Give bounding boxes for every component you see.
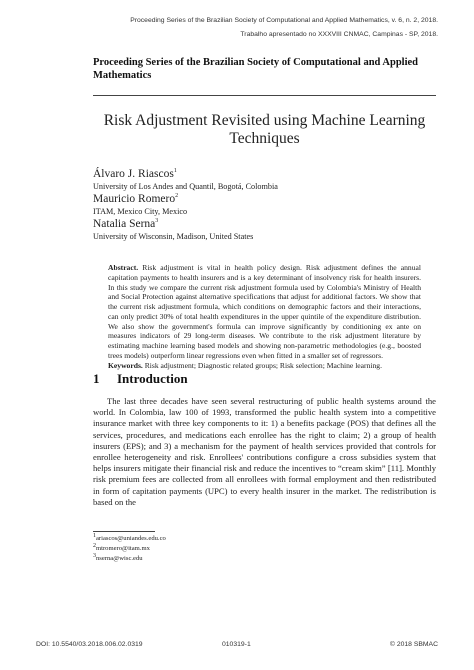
footer-doi: DOI: 10.5540/03.2018.006.02.0319 bbox=[36, 641, 143, 648]
keywords-label: Keywords. bbox=[108, 360, 143, 370]
paper-title: Risk Adjustment Revisited using Machine Learning Techniques bbox=[103, 112, 426, 147]
author-affiliation: University of Los Andes and Quantil, Bogotá, Colombia bbox=[93, 182, 278, 191]
footnote-divider bbox=[93, 531, 155, 532]
running-head bbox=[38, 14, 438, 42]
running-head-line1: Proceeding Series of the Brazilian Society of Computational and Applied Mathematics, v. 6, n. 2, 2018. bbox=[130, 17, 438, 24]
author-block bbox=[93, 168, 436, 243]
author-affiliation: University of Wisconsin, Madison, United States bbox=[93, 232, 254, 241]
section-title: Introduction bbox=[117, 371, 188, 386]
author-name: Natalia Serna$^3$ bbox=[93, 218, 159, 230]
footer-page-id: 010319-1 bbox=[222, 641, 251, 648]
footnote: $^3$nserna@wisc.edu bbox=[93, 552, 143, 562]
abstract-label: Abstract. bbox=[108, 263, 139, 272]
running-head-line2: Trabalho apresentado no XXXVIII CNMAC, Campinas - SP, 2018. bbox=[240, 31, 438, 38]
author-name: Mauricio Romero$^2$ bbox=[93, 193, 179, 205]
header-divider bbox=[93, 95, 436, 96]
author-name: Álvaro J. Riascos$^1$ bbox=[93, 168, 177, 180]
section-heading bbox=[93, 371, 188, 387]
footer-copyright: © 2018 SBMAC bbox=[389, 641, 438, 648]
intro-paragraph: The last three decades have seen several restructuring of public health systems around the world. In Colombia, law 100 of 1993, transformed the public health system into a competitive insurance market with three key components to it: 1) a benefits package (POS) that defines all the services, procedures, and medications each enrollee has the right to claim; 2) a group of health insurers (EPS); and 3) a mechanism for the payment of health services provided that controls for enrollee heterogeneity and risk. Enrollees' contributions configure a cross subsidies system that helps insurers mitigate their financial risk and reduce the incentives to “cream skim” [11]. Monthly risk premium fees are collected from all enrollees with formal employment and then redistributed in form of capitation payments (UPC) to every health insurer in the market. The redistribution is based on the bbox=[93, 396, 436, 507]
section-number: 1 bbox=[93, 371, 100, 386]
keywords-text: Risk adjustment; Diagnostic related groups; Risk selection; Machine learning. bbox=[144, 360, 382, 370]
abstract bbox=[108, 263, 421, 370]
footnote: $^1$ariascos@uniandes.edu.co bbox=[93, 532, 166, 542]
footnotes bbox=[93, 534, 393, 564]
author-affiliation: ITAM, Mexico City, Mexico bbox=[93, 207, 188, 216]
keywords bbox=[108, 361, 421, 371]
abstract-body bbox=[108, 263, 421, 361]
series-title: Proceeding Series of the Brazilian Society of Computational and Applied Mathematics bbox=[93, 57, 419, 81]
footnote: $^2$mtromero@itam.mx bbox=[93, 542, 150, 552]
abstract-text: Risk adjustment is vital in health policy design. Risk adjustment defines the annual capitation payments to health insurers and is a key determinant of insolvency risk for health insurers. In this study we compare the current risk adjustment formula used by Colombia's Ministry of Health and Social Protection against alternative specifications that adjust for additional factors. We show that the current risk adjustment formula, which conditions on demographic factors and their interactions, can only predict 30% of total health expenditures in the upper quintile of the expenditure distribution. We also show the government's formula can improve significantly by conditioning ex ante on measures indicators of 29 long-term diseases. We contribute to the risk adjustment literature by estimating machine learning based models and showing non-parametric methodologies (e.g., boosted trees models) outperform linear regressions even when fitted in a smaller set of regressors. bbox=[108, 263, 421, 360]
